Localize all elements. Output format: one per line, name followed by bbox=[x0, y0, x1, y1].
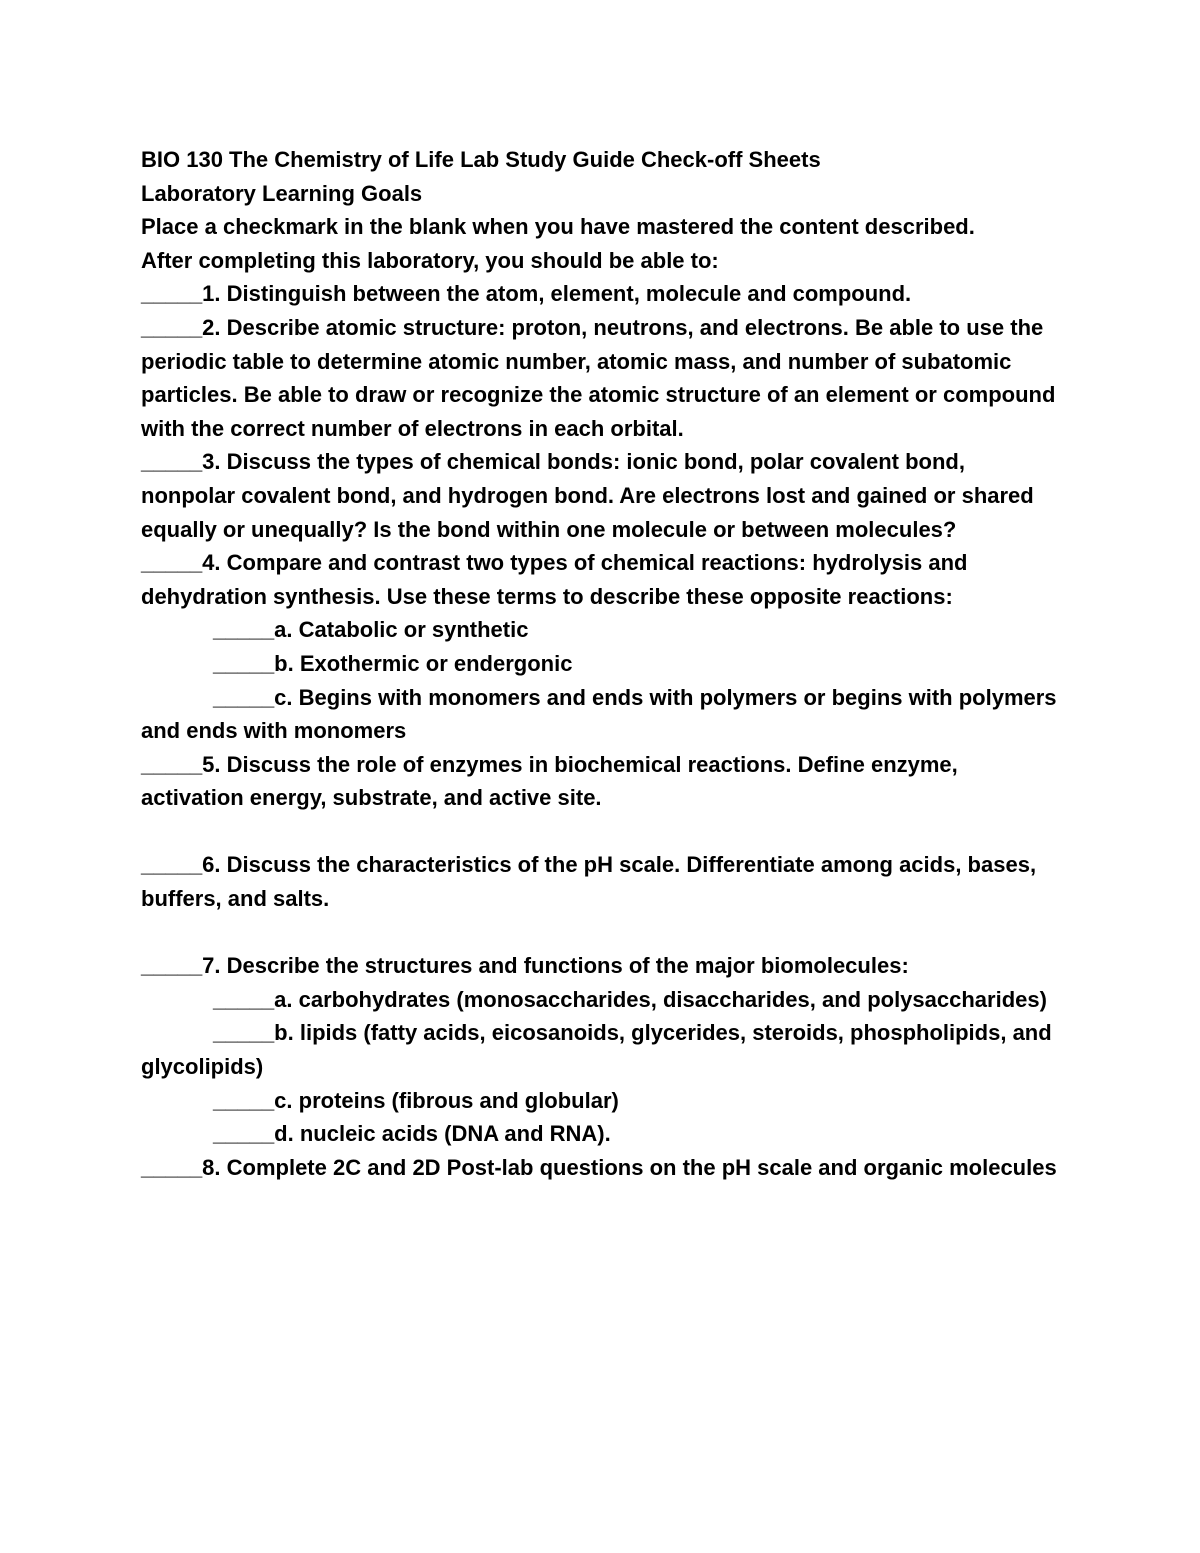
document-subtitle: Laboratory Learning Goals bbox=[141, 180, 423, 206]
blank-line bbox=[141, 916, 1061, 950]
goal-4: _____4. Compare and contrast two types of chemical reactions: hydrolysis and dehydration synthesis. Use these terms to describe these opposite reactions: bbox=[141, 550, 968, 609]
goal-2: _____2. Describe atomic structure: proton, neutrons, and electrons. Be able to use the periodic table to determine atomic number, atomic mass, and number of subatomic particles. Be able to draw or recognize the atomic structure of an element or compound with the correct number of electrons in each orbital. bbox=[141, 314, 1056, 441]
goal-5: _____5. Discuss the role of enzymes in biochemical reactions. Define enzyme, activation energy, substrate, and active site. bbox=[141, 751, 958, 811]
goal-8: _____8. Complete 2C and 2D Post-lab questions on the pH scale and organic molecules bbox=[141, 1154, 1057, 1180]
goal-4c: _____c. Begins with monomers and ends with polymers or begins with polymers and ends with monomers bbox=[141, 684, 1057, 744]
goal-7: _____7. Describe the structures and functions of the major biomolecules: bbox=[141, 953, 909, 979]
document-title: BIO 130 The Chemistry of Life Lab Study Guide Check-off Sheets bbox=[141, 147, 821, 172]
instruction-text: Place a checkmark in the blank when you have mastered the content described. bbox=[141, 214, 975, 240]
goal-3: _____3. Discuss the types of chemical bonds: ionic bond, polar covalent bond, nonpolar covalent bond, and hydrogen bond. Are electrons lost and gained or shared equally or unequally? Is the bond within one molecule or between molecules? bbox=[141, 449, 1034, 542]
goal-6: _____6. Discuss the characteristics of the pH scale. Differentiate among acids, bases, buffers, and salts. bbox=[141, 852, 1037, 912]
goal-4b: _____b. Exothermic or endergonic bbox=[213, 650, 573, 676]
goal-7b: _____b. lipids (fatty acids, eicosanoids, glycerides, steroids, phospholipids, and glycolipids) bbox=[141, 1020, 1052, 1080]
document-body bbox=[141, 143, 1061, 1184]
goal-7c: _____c. proteins (fibrous and globular) bbox=[213, 1087, 619, 1113]
goal-7a: _____a. carbohydrates (monosaccharides, disaccharides, and polysaccharides) bbox=[213, 986, 1047, 1012]
blank-line bbox=[141, 815, 1061, 849]
goal-7d: _____d. nucleic acids (DNA and RNA). bbox=[213, 1121, 611, 1147]
goal-1: _____1. Distinguish between the atom, element, molecule and compound. bbox=[141, 281, 912, 307]
goal-4a: _____a. Catabolic or synthetic bbox=[213, 617, 529, 643]
lead-in-text: After completing this laboratory, you should be able to: bbox=[141, 247, 719, 273]
